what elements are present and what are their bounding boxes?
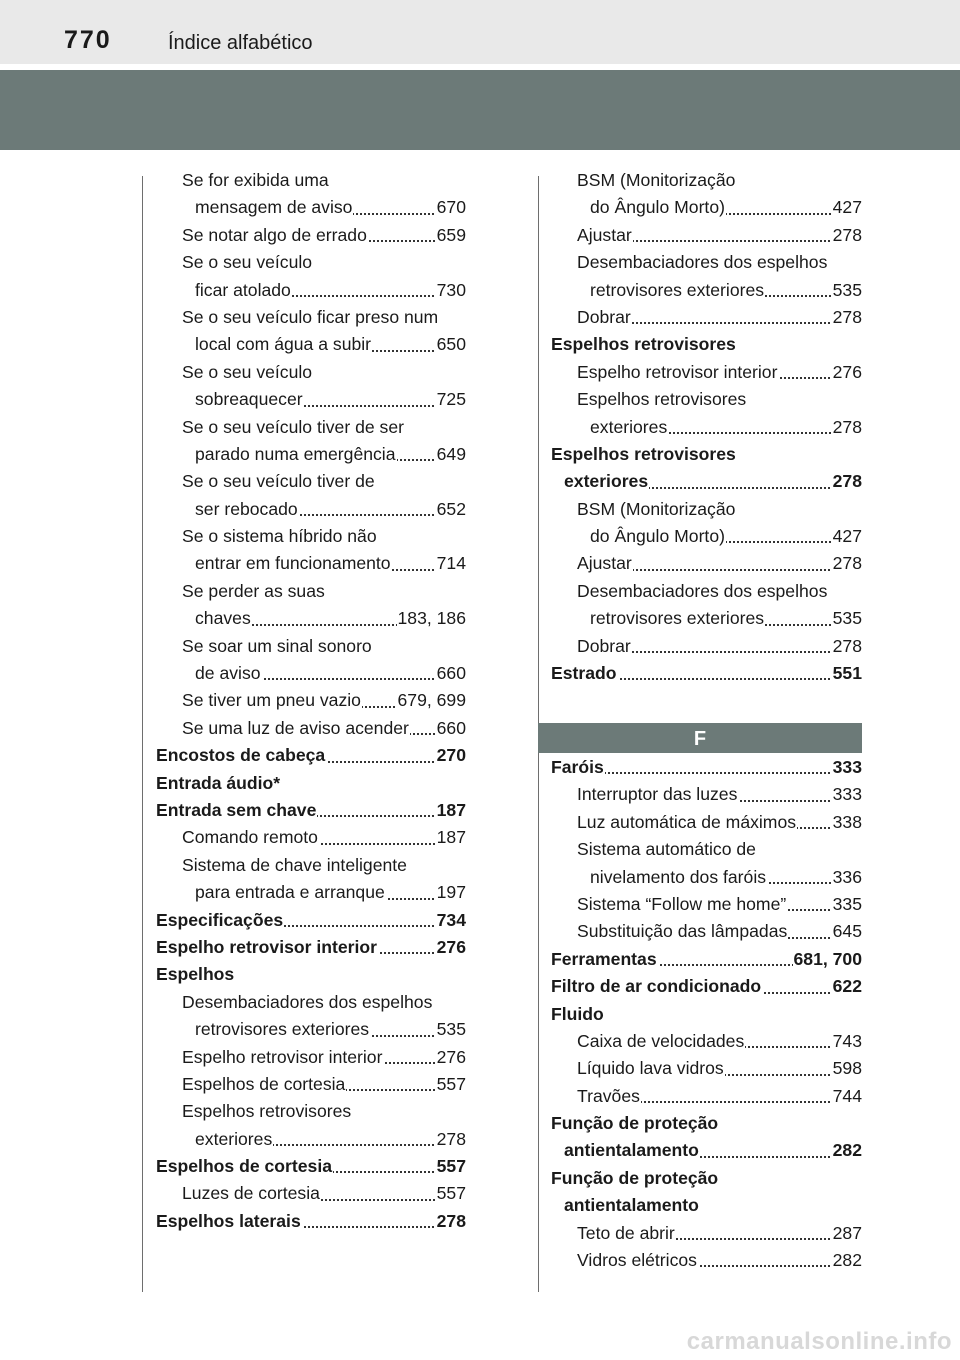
entry-page-number: 427 — [832, 523, 862, 550]
entry-page-number: 535 — [436, 1016, 466, 1043]
index-entry — [156, 961, 466, 988]
entry-page-number: 278 — [832, 414, 862, 441]
entry-label: Espelho retrovisor interior — [156, 936, 377, 957]
entry-page-number: 744 — [832, 1083, 862, 1110]
index-entry — [156, 496, 466, 523]
index-entry — [551, 1247, 862, 1274]
index-entry — [551, 1055, 862, 1082]
entry-label: Espelhos de cortesia — [182, 1073, 346, 1094]
index-entry — [156, 359, 466, 386]
index-entry — [156, 852, 466, 879]
entry-label: BSM (Monitorização — [577, 498, 736, 519]
entry-page-number: 730 — [436, 277, 466, 304]
index-entry — [551, 441, 862, 468]
entry-page-number: 278 — [832, 304, 862, 331]
entry-label: Se for exibida uma — [182, 170, 329, 190]
entry-label: Líquido lava vidros — [577, 1058, 724, 1079]
entry-label: Desembaciadores dos espelhos — [182, 991, 433, 1012]
entry-page-number: 681, 700 — [793, 946, 863, 973]
index-entry — [156, 660, 466, 687]
index-entry — [551, 1137, 862, 1164]
entry-page-number: 714 — [436, 550, 466, 577]
index-column-right-top — [551, 167, 862, 687]
index-entry — [551, 781, 862, 808]
entry-page-number: 427 — [832, 194, 862, 221]
index-entry — [156, 934, 466, 961]
index-entry — [551, 331, 862, 358]
index-entry — [551, 1001, 862, 1028]
index-entry — [551, 1028, 862, 1055]
index-entry — [551, 222, 862, 249]
entry-page-number: 183, 186 — [397, 605, 467, 632]
entry-label: sobreaquecer — [195, 389, 303, 410]
entry-page-number: 557 — [436, 1071, 466, 1098]
index-entry — [551, 277, 862, 304]
index-entry — [156, 468, 466, 495]
entry-page-number: 333 — [832, 781, 862, 808]
entry-label: local com água a subir — [195, 334, 372, 355]
header-banner — [0, 70, 960, 150]
index-entry — [551, 1165, 862, 1192]
entry-label: chaves — [195, 608, 251, 629]
entry-label: Estrado — [551, 663, 617, 684]
index-entry — [156, 605, 466, 632]
entry-page-number: 333 — [832, 754, 862, 781]
entry-label: Dobrar — [577, 306, 631, 327]
index-entry — [551, 864, 862, 891]
index-entry — [156, 414, 466, 441]
page-title: Índice alfabético — [168, 32, 313, 54]
index-entry — [551, 468, 862, 495]
entry-page-number: 278 — [436, 1208, 466, 1235]
entry-page-number: 287 — [832, 1220, 862, 1247]
entry-label: Caixa de velocidades — [577, 1030, 745, 1051]
entry-label: Espelhos retrovisores — [182, 1101, 352, 1122]
entry-page-number: 649 — [436, 441, 466, 468]
entry-page-number: 276 — [832, 359, 862, 386]
entry-label: para entrada e arranque — [195, 882, 385, 903]
entry-label: Desembaciadores dos espelhos — [577, 580, 828, 601]
entry-label: Vidros elétricos — [577, 1250, 697, 1271]
index-entry — [156, 194, 466, 221]
entry-page-number: 557 — [436, 1153, 466, 1180]
index-entry — [156, 633, 466, 660]
index-entry — [156, 1126, 466, 1153]
index-entry — [551, 660, 862, 687]
index-entry — [551, 1110, 862, 1137]
entry-label: exteriores — [564, 471, 649, 492]
entry-label: antientalamento — [564, 1140, 699, 1161]
section-header-f — [538, 723, 862, 753]
entry-page-number: 336 — [832, 864, 862, 891]
entry-page-number: 652 — [436, 496, 466, 523]
index-entry — [551, 1192, 862, 1219]
page-number: 770 — [64, 26, 112, 54]
entry-label: Sistema “Follow me home” — [577, 893, 787, 914]
entry-page-number: 535 — [832, 277, 862, 304]
index-entry — [156, 1071, 466, 1098]
entry-label: Se tiver um pneu vazio — [182, 690, 361, 711]
entry-page-number: 535 — [832, 605, 862, 632]
entry-label: exteriores — [195, 1128, 273, 1149]
index-entry — [156, 797, 466, 824]
entry-label: antientalamento — [564, 1195, 699, 1216]
entry-label: Encostos de cabeça — [156, 745, 326, 766]
index-entry — [156, 578, 466, 605]
index-entry — [156, 1208, 466, 1235]
entry-label: ficar atolado — [195, 279, 291, 300]
entry-label: Se notar algo de errado — [182, 224, 367, 245]
index-entry — [551, 386, 862, 413]
entry-label: Fluido — [551, 1003, 604, 1024]
entry-page-number: 598 — [832, 1055, 862, 1082]
index-entry — [156, 1180, 466, 1207]
entry-label: Luzes de cortesia — [182, 1183, 320, 1204]
index-entry — [156, 742, 466, 769]
entry-label: Dobrar — [577, 635, 631, 656]
entry-page-number: 278 — [832, 468, 862, 495]
index-entry — [156, 386, 466, 413]
entry-label: Se uma luz de aviso acender — [182, 717, 409, 738]
entry-label: exteriores — [590, 416, 668, 437]
entry-page-number: 276 — [436, 934, 466, 961]
entry-label: Se o seu veículo — [182, 361, 313, 382]
index-entry — [551, 946, 862, 973]
entry-label: BSM (Monitorização — [577, 170, 736, 190]
entry-page-number: 557 — [436, 1180, 466, 1207]
index-entry — [156, 249, 466, 276]
index-entry — [156, 441, 466, 468]
entry-page-number: 282 — [832, 1247, 862, 1274]
entry-page-number: 734 — [436, 907, 466, 934]
index-column-left — [156, 167, 466, 1235]
entry-label: ser rebocado — [195, 498, 298, 519]
entry-label: Espelhos retrovisores — [551, 334, 736, 355]
index-entry — [156, 770, 466, 797]
entry-label: Se o seu veículo ficar preso num — [182, 306, 439, 327]
index-entry — [551, 578, 862, 605]
index-entry — [551, 414, 862, 441]
right-column-rule — [538, 176, 539, 724]
index-entry — [156, 824, 466, 851]
index-entry — [551, 918, 862, 945]
entry-page-number: 278 — [832, 550, 862, 577]
entry-label: Espelhos de cortesia — [156, 1156, 333, 1177]
entry-label: Substituição das lâmpadas — [577, 921, 788, 942]
index-entry — [156, 523, 466, 550]
entry-label: parado numa emergência — [195, 443, 396, 464]
index-entry — [156, 331, 466, 358]
index-entry — [551, 1083, 862, 1110]
index-entry — [551, 249, 862, 276]
entry-label: Espelhos retrovisores — [551, 443, 736, 464]
entry-label: Espelho retrovisor interior — [182, 1046, 383, 1067]
index-entry — [156, 1153, 466, 1180]
entry-label: Luz automática de máximos — [577, 811, 797, 832]
entry-page-number: 551 — [832, 660, 862, 687]
entry-label: Sistema automático de — [577, 839, 756, 860]
index-entry — [551, 496, 862, 523]
entry-label: Função de proteção — [551, 1167, 719, 1188]
entry-label: retrovisores exteriores — [590, 279, 765, 300]
entry-page-number: 670 — [436, 194, 466, 221]
index-entry — [156, 907, 466, 934]
entry-label: Ferramentas — [551, 948, 657, 969]
entry-label: Espelhos laterais — [156, 1210, 301, 1231]
entry-label: Se o seu veículo — [182, 252, 313, 273]
right-column-rule-lower — [538, 752, 539, 1292]
entry-page-number: 645 — [832, 918, 862, 945]
entry-page-number: 338 — [832, 809, 862, 836]
entry-label: retrovisores exteriores — [590, 608, 765, 629]
entry-label: Travões — [577, 1085, 640, 1106]
entry-page-number: 335 — [832, 891, 862, 918]
index-entry — [156, 277, 466, 304]
index-entry — [156, 879, 466, 906]
index-entry — [156, 715, 466, 742]
index-entry — [156, 1098, 466, 1125]
entry-page-number: 278 — [436, 1126, 466, 1153]
entry-label: mensagem de aviso — [195, 197, 353, 218]
entry-label: do Ângulo Morto) — [590, 197, 725, 218]
index-entry — [551, 304, 862, 331]
index-entry — [156, 167, 466, 194]
entry-label: Entrada sem chave — [156, 799, 317, 820]
entry-page-number: 660 — [436, 660, 466, 687]
entry-page-number: 679, 699 — [397, 687, 467, 714]
entry-page-number: 743 — [832, 1028, 862, 1055]
entry-page-number: 276 — [436, 1044, 466, 1071]
entry-page-number: 187 — [436, 797, 466, 824]
index-entry — [156, 1016, 466, 1043]
index-entry — [551, 359, 862, 386]
entry-label: Teto de abrir — [577, 1222, 675, 1243]
header-bar — [0, 0, 960, 64]
index-entry — [551, 194, 862, 221]
index-entry — [156, 687, 466, 714]
index-entry — [156, 550, 466, 577]
section-letter: F — [693, 728, 707, 750]
index-entry — [156, 1044, 466, 1071]
entry-label: Se soar um sinal sonoro — [182, 635, 372, 656]
entry-page-number: 197 — [436, 879, 466, 906]
index-entry — [551, 523, 862, 550]
entry-label: de aviso — [195, 663, 261, 684]
index-entry — [156, 222, 466, 249]
entry-page-number: 282 — [832, 1137, 862, 1164]
entry-label: Sistema de chave inteligente — [182, 854, 407, 875]
entry-label: Espelhos — [156, 964, 235, 985]
index-entry — [551, 754, 862, 781]
entry-label: Espelho retrovisor interior — [577, 361, 778, 382]
entry-label: do Ângulo Morto) — [590, 526, 725, 547]
index-entry — [551, 167, 862, 194]
entry-label: Desembaciadores dos espelhos — [577, 252, 828, 273]
entry-label: entrar em funcionamento — [195, 553, 391, 574]
entry-label: Se o seu veículo tiver de — [182, 471, 375, 492]
entry-label: Espelhos retrovisores — [577, 389, 747, 410]
index-entry — [551, 809, 862, 836]
index-entry — [551, 605, 862, 632]
watermark: carmanualsonline.info — [686, 1328, 952, 1355]
entry-page-number: 660 — [436, 715, 466, 742]
index-entry — [551, 973, 862, 1000]
entry-label: Interruptor das luzes — [577, 784, 738, 805]
entry-label: Ajustar — [577, 224, 632, 245]
entry-label: Função de proteção — [551, 1113, 719, 1134]
index-entry — [551, 836, 862, 863]
entry-label: Ajustar — [577, 553, 632, 574]
index-entry — [156, 304, 466, 331]
entry-page-number: 278 — [832, 633, 862, 660]
entry-label: Faróis — [551, 757, 604, 777]
index-entry — [551, 1220, 862, 1247]
entry-label: Se perder as suas — [182, 580, 325, 601]
entry-label: Especificações — [156, 909, 284, 930]
index-entry — [551, 633, 862, 660]
entry-label: nivelamento dos faróis — [590, 866, 767, 887]
entry-label: Entrada áudio* — [156, 772, 281, 793]
entry-page-number: 622 — [832, 973, 862, 1000]
index-entry — [551, 891, 862, 918]
left-column-rule — [142, 176, 143, 1292]
entry-label: Se o sistema híbrido não — [182, 526, 377, 547]
entry-page-number: 659 — [436, 222, 466, 249]
index-column-right-bottom — [551, 754, 862, 1274]
index-entry — [551, 550, 862, 577]
entry-page-number: 650 — [436, 331, 466, 358]
entry-label: Filtro de ar condicionado — [551, 976, 762, 997]
entry-label: Se o seu veículo tiver de ser — [182, 416, 404, 437]
index-entry — [156, 989, 466, 1016]
entry-label: Comando remoto — [182, 827, 318, 848]
entry-page-number: 725 — [436, 386, 466, 413]
entry-page-number: 278 — [832, 222, 862, 249]
entry-page-number: 270 — [436, 742, 466, 769]
entry-page-number: 187 — [436, 824, 466, 851]
entry-label: retrovisores exteriores — [195, 1019, 370, 1040]
